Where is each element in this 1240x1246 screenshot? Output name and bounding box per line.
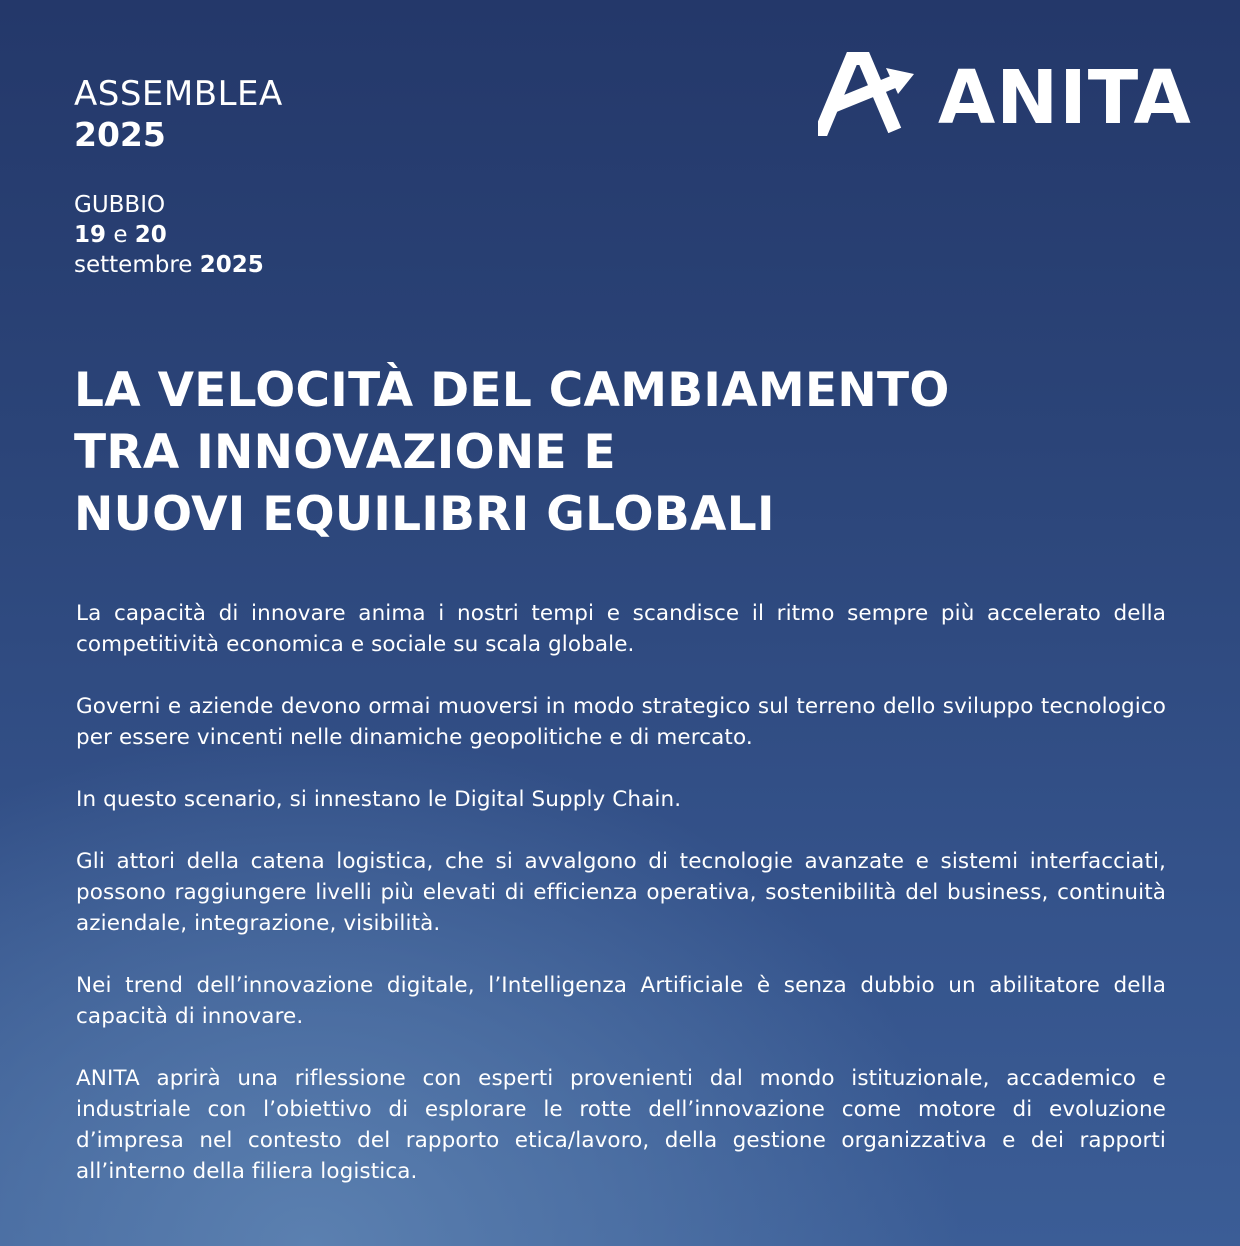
- paragraph-1: La capacità di innovare anima i nostri tempi e scandisce il ritmo sempre più accelerato della competitività economica e sociale su scala globale.: [76, 601, 1166, 657]
- event-city: GUBBIO: [74, 192, 166, 218]
- event-month-year: [74, 250, 283, 280]
- headline: [74, 360, 1174, 546]
- day-conjunction: e: [113, 222, 128, 248]
- assembly-label: ASSEMBLEA: [74, 74, 283, 114]
- paragraph-5: Nei trend dell’innovazione digitale, l’Intelligenza Artificiale è senza dubbio un abilitatore della capacità di innovare.: [76, 973, 1166, 1029]
- paragraph-3: In questo scenario, si innestano le Digital Supply Chain.: [76, 787, 682, 812]
- paragraph-2: Governi e aziende devono ormai muoversi in modo strategico sul terreno dello sviluppo tecnologico per essere vincenti nelle dinamiche geopolitiche e di mercato.: [76, 694, 1166, 750]
- assembly-year: 2025: [74, 115, 166, 154]
- paragraph-6: ANITA aprirà una riflessione con esperti provenienti dal mondo istituzionale, accademico e industriale con l’obiettivo di esplorare le rotte dell’innovazione come motore di evoluzione d’impresa nel contesto del rapporto etica/lavoro, della gestione organizzativa e dei rapporti all’interno della filiera logistica.: [76, 1066, 1166, 1184]
- headline-line-1: LA VELOCITÀ DEL CAMBIAMENTO: [74, 363, 950, 418]
- event-location-date: [74, 190, 283, 280]
- anita-logo: [818, 52, 1192, 141]
- anita-logo-text: ANITA: [938, 55, 1192, 141]
- event-date-year: 2025: [199, 252, 264, 278]
- anita-arrow-icon: [818, 52, 918, 136]
- paragraph-4: Gli attori della catena logistica, che si avvalgono di tecnologie avanzate e sistemi interfacciati, possono raggiungere livelli più elevati di efficienza operativa, sostenibilità del business, continuità aziendale, integrazione, visibilità.: [76, 849, 1166, 936]
- day-start: 19: [74, 222, 107, 248]
- day-end: 20: [134, 222, 167, 248]
- headline-line-3: NUOVI EQUILIBRI GLOBALI: [74, 487, 775, 542]
- event-info: [74, 74, 283, 280]
- event-days: [74, 220, 283, 250]
- event-month: settembre: [74, 252, 193, 278]
- headline-line-2: TRA INNOVAZIONE E: [74, 425, 616, 480]
- body-text: [76, 598, 1166, 1218]
